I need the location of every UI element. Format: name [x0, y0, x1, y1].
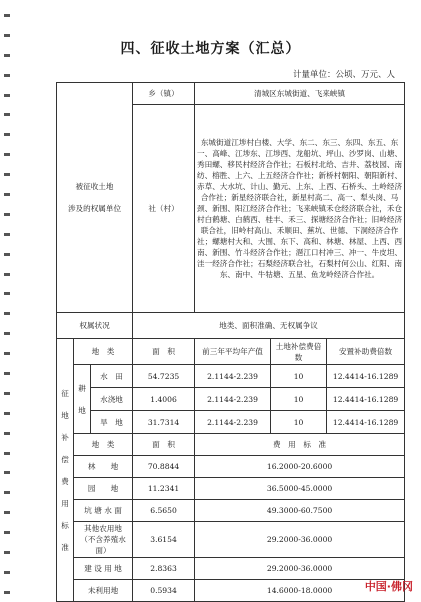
table-row — [57, 580, 405, 602]
table-row — [57, 500, 405, 522]
other-area: 3.6154 — [133, 522, 195, 558]
other-standard: 14.6000-18.0000 — [195, 580, 405, 602]
farmland-area: 1.4006 — [133, 388, 195, 411]
table-row — [57, 522, 405, 558]
farmland-area: 54.7235 — [133, 365, 195, 388]
other-standard: 49.3000-60.7500 — [195, 500, 405, 522]
village-value: 东城街道江埗村白楼、大学、东二、东三、东四、东五、东一、高峰、江埗东、江埗西、龙船坑、坪山、沙罗岗、山塘、秀田螺、移民村经济合作社；石板村北给、吉井、荔枝园、南纺、榕胜、上六、上五经济合作社；新桥村朝阳、朝阳新村、赤草、大水坑、计山、勤元、上东、上西、石桥头、土岭经济合作社；新星经济联合社，新星村高二、高一、犁头岗、马颈、新围、阳江经济合作社；飞来峡镇禾仓经济联合社，禾仓村白鹤塘、白鹤西、桂丰、禾三、探塘经济合作社；旧岭经济联合社，旧岭村高山、禾顺田、蕉坑、世德、下洞经济合作社；螺塘村大和、大围、东下、高和、林塘、林屋、上西、西南、新围、竹斗经济合作社；潖江口村冲三、冲一、牛皮坦、洼一经济合作社；石梨经济联合社，石梨村何公山、红阳、南东、南中、牛牯塘、五星、鱼龙岭经济合作社。 — [195, 105, 405, 313]
binding-holes — [4, 14, 14, 594]
other-area: 2.8363 — [133, 558, 195, 580]
header2-land-type: 地 类 — [74, 434, 133, 456]
farmland-type: 水 田 — [91, 365, 133, 388]
other-area: 6.5650 — [133, 500, 195, 522]
village-label: 社（村） — [133, 105, 195, 313]
farmland-type: 旱 地 — [91, 411, 133, 434]
rights-label: 权属状况 — [57, 313, 133, 339]
farmland-type: 水浇地 — [91, 388, 133, 411]
township-value: 清城区东城街道、飞来峡镇 — [195, 83, 405, 105]
owner-label: 被征收土地 涉及的权属单位 — [57, 83, 133, 313]
other-area: 0.5934 — [133, 580, 195, 602]
farmland-multiple: 10 — [271, 365, 327, 388]
other-type: 其他农用地 （不含养殖水面） — [74, 522, 133, 558]
table-row — [57, 456, 405, 478]
other-standard: 29.2000-36.0000 — [195, 558, 405, 580]
header-resettle-multiple: 安置补助费倍数 — [327, 339, 405, 365]
header-area: 面 积 — [133, 339, 195, 365]
header-land-multiple: 土地补偿费倍数 — [271, 339, 327, 365]
farmland-area: 31.7314 — [133, 411, 195, 434]
farmland-output: 2.1144-2.239 — [195, 388, 271, 411]
measurement-unit: 计量单位：公顷、万元、人 — [292, 70, 395, 80]
farmland-output: 2.1144-2.239 — [195, 365, 271, 388]
other-type: 未利用地 — [74, 580, 133, 602]
farmland-resettle: 12.4414-16.1289 — [327, 365, 405, 388]
farmland-resettle: 12.4414-16.1289 — [327, 388, 405, 411]
watermark-logo: 中国·佛冈 — [364, 580, 413, 593]
header2-standard: 费 用 标 准 — [195, 434, 405, 456]
header2-area: 面 积 — [133, 434, 195, 456]
other-type: 林 地 — [74, 456, 133, 478]
township-label: 乡（镇） — [133, 83, 195, 105]
table-row — [57, 411, 405, 434]
other-type: 园 地 — [74, 478, 133, 500]
table-row — [57, 365, 405, 388]
table-row — [57, 388, 405, 411]
farmland-label: 耕 地 — [74, 365, 91, 434]
page-title: 四、征收土地方案（汇总） — [120, 41, 301, 57]
header-land-type: 地 类 — [74, 339, 133, 365]
farmland-resettle: 12.4414-16.1289 — [327, 411, 405, 434]
table-row — [57, 558, 405, 580]
other-standard: 16.2000-20.6000 — [195, 456, 405, 478]
compensation-side-label: 征 地 补 偿 费 用 标 准 — [57, 339, 74, 602]
other-area: 11.2341 — [133, 478, 195, 500]
other-standard: 36.5000-45.0000 — [195, 478, 405, 500]
land-acquisition-table — [56, 82, 405, 602]
other-type: 坑 塘 水 面 — [74, 500, 133, 522]
other-area: 70.8844 — [133, 456, 195, 478]
header-avg-output: 前三年平均年产值 — [195, 339, 271, 365]
rights-value: 地类、面积准确、无权属争议 — [133, 313, 405, 339]
other-standard: 29.2000-36.0000 — [195, 522, 405, 558]
other-type: 建 设 用 地 — [74, 558, 133, 580]
farmland-multiple: 10 — [271, 388, 327, 411]
farmland-output: 2.1144-2.239 — [195, 411, 271, 434]
table-row — [57, 478, 405, 500]
farmland-multiple: 10 — [271, 411, 327, 434]
